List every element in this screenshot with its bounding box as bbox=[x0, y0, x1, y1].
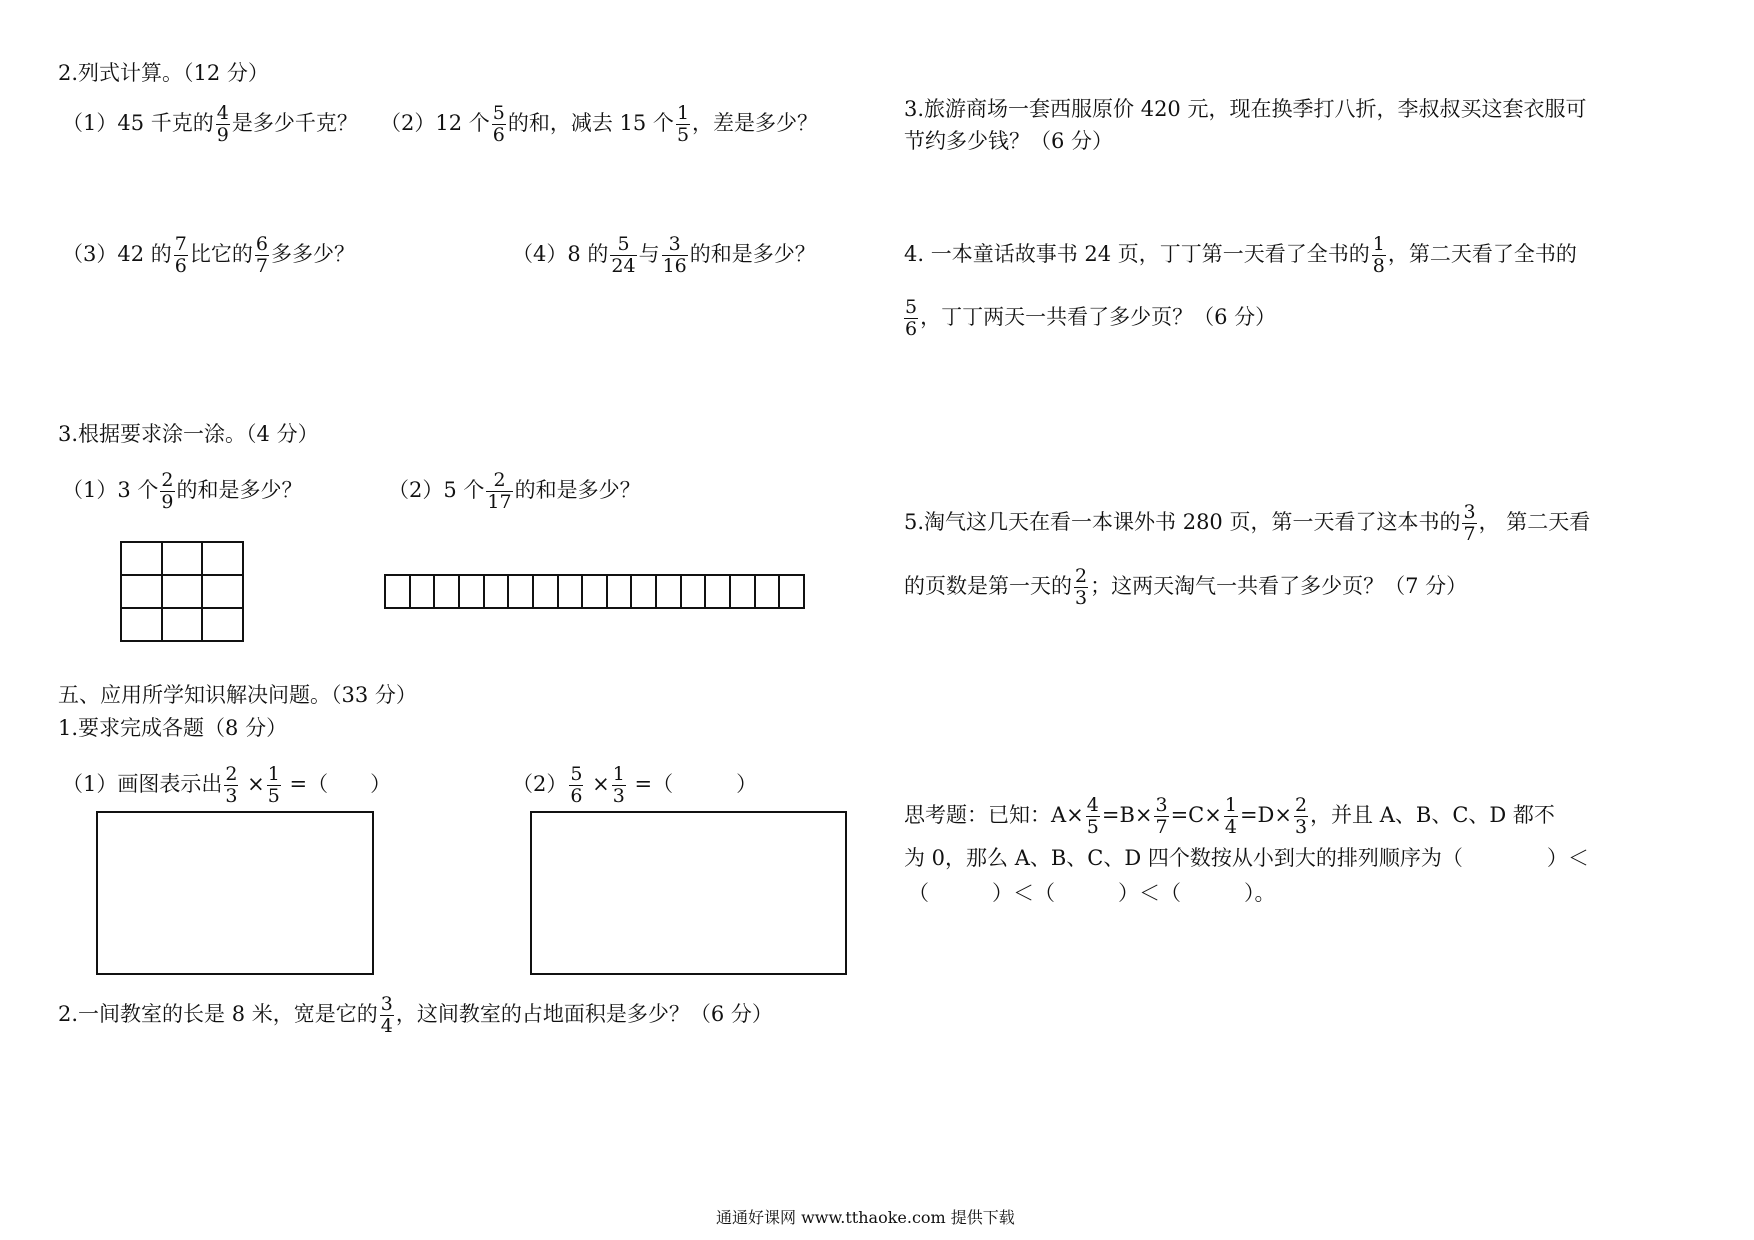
strip-cell[interactable] bbox=[460, 576, 485, 609]
q2-p2-text-c: ，差是多少？ bbox=[692, 111, 819, 135]
times-sign: × bbox=[592, 772, 610, 796]
drawing-box-1[interactable] bbox=[96, 811, 374, 975]
q2-part4 bbox=[512, 234, 816, 277]
fraction: $\frac{5}{6}$ bbox=[570, 763, 583, 807]
strip-cell[interactable] bbox=[657, 576, 682, 609]
strip-cell[interactable] bbox=[706, 576, 731, 609]
fraction: $\frac{2}{9}$ bbox=[161, 469, 174, 513]
q2-p4-text-c: 的和是多少？ bbox=[689, 242, 816, 266]
strip-cell[interactable] bbox=[608, 576, 633, 609]
strip-cell[interactable] bbox=[534, 576, 559, 609]
fraction: $\frac{2}{3}$ bbox=[225, 763, 238, 807]
grid-cell[interactable] bbox=[163, 609, 204, 642]
times-sign: × bbox=[247, 772, 265, 796]
grid-cell[interactable] bbox=[163, 543, 204, 576]
q2-p1-text-a: （1）45 千克的 bbox=[62, 111, 214, 135]
fraction: $\frac{3}{7}$ bbox=[1463, 501, 1476, 545]
fraction: $\frac{1}{5}$ bbox=[267, 763, 280, 807]
drawing-box-2[interactable] bbox=[530, 811, 847, 975]
q2-p3-text-b: 比它的 bbox=[189, 242, 253, 266]
r-q5-text-b: ， 第二天看 bbox=[1478, 510, 1591, 534]
think-text-a: 思考题：已知：A× bbox=[904, 803, 1084, 827]
q3-p2-text-a: （2）5 个 bbox=[388, 478, 485, 502]
q3-p2-text-b: 的和是多少？ bbox=[514, 478, 641, 502]
fraction: $\frac{1}{3}$ bbox=[612, 763, 625, 807]
q3-part2 bbox=[388, 470, 641, 513]
think-text-c: =C× bbox=[1170, 803, 1222, 827]
r-q5-line1 bbox=[904, 502, 1590, 545]
r-q5-text-a: 5.淘气这几天在看一本课外书 280 页，第一天看了这本书的 bbox=[904, 510, 1461, 534]
r-q3-line1: 3.旅游商场一套西服原价 420 元，现在换季打八折，李叔叔买这套衣服可 bbox=[904, 97, 1587, 121]
q2-p1-text-b: 是多少千克？ bbox=[231, 111, 358, 135]
q2-title: 2.列式计算。（12 分） bbox=[58, 61, 269, 85]
strip-cell[interactable] bbox=[559, 576, 584, 609]
strip-cell[interactable] bbox=[756, 576, 781, 609]
grid-cell[interactable] bbox=[122, 543, 163, 576]
grid-cell[interactable] bbox=[203, 576, 244, 609]
answer-blank: =（ ） bbox=[634, 772, 758, 796]
think-line2: 为 0，那么 A、B、C、D 四个数按从小到大的排列顺序为（ ）＜ bbox=[904, 846, 1589, 870]
grid-cell[interactable] bbox=[203, 609, 244, 642]
fraction: $\frac{6}{7}$ bbox=[255, 233, 268, 277]
section5-title: 五、应用所学知识解决问题。（33 分） bbox=[58, 683, 417, 707]
s5-q2 bbox=[58, 994, 773, 1037]
q3-p1-text-a: （1）3 个 bbox=[62, 478, 159, 502]
q3-title: 3.根据要求涂一涂。（4 分） bbox=[58, 422, 319, 446]
strip-17[interactable] bbox=[384, 574, 805, 609]
fraction: $\frac{3}{16}$ bbox=[662, 233, 687, 277]
strip-cell[interactable] bbox=[435, 576, 460, 609]
think-text-e: ，并且 A、B、C、D 都不 bbox=[1310, 803, 1555, 827]
strip-cell[interactable] bbox=[780, 576, 805, 609]
strip-cell[interactable] bbox=[583, 576, 608, 609]
r-q5-line2 bbox=[904, 566, 1467, 609]
s5-q1-part2 bbox=[512, 764, 757, 807]
think-text-d: =D× bbox=[1239, 803, 1292, 827]
grid-cell[interactable] bbox=[163, 576, 204, 609]
grid-cell[interactable] bbox=[122, 609, 163, 642]
q2-p3-text-c: 多多少？ bbox=[270, 242, 355, 266]
s5-q1-p2-text-a: （2） bbox=[512, 772, 568, 796]
strip-cell[interactable] bbox=[632, 576, 657, 609]
fraction: $\frac{4}{9}$ bbox=[216, 102, 229, 146]
s5-q1-p1-text-a: （1）画图表示出 bbox=[62, 772, 223, 796]
fraction: $\frac{3}{7}$ bbox=[1155, 794, 1168, 838]
s5-q2-text-b: ，这间教室的占地面积是多少？（6 分） bbox=[395, 1002, 773, 1026]
q2-p2-text-b: 的和，减去 15 个 bbox=[507, 111, 674, 135]
q3-part1 bbox=[62, 470, 303, 513]
fraction: $\frac{2}{17}$ bbox=[487, 469, 512, 513]
fraction: $\frac{5}{6}$ bbox=[905, 296, 918, 340]
q2-p2-text-a: （2）12 个 bbox=[380, 111, 490, 135]
fraction: $\frac{1}{8}$ bbox=[1372, 233, 1385, 277]
q2-p3-text-a: （3）42 的 bbox=[62, 242, 172, 266]
strip-cell[interactable] bbox=[731, 576, 756, 609]
r-q4-line1 bbox=[904, 234, 1577, 277]
think-text-b: =B× bbox=[1101, 803, 1153, 827]
r-q3-line2: 节约多少钱？（6 分） bbox=[904, 129, 1114, 153]
grid-3x3[interactable] bbox=[120, 541, 244, 642]
fraction: $\frac{5}{6}$ bbox=[492, 102, 505, 146]
q2-part2 bbox=[380, 103, 818, 146]
fraction: $\frac{3}{4}$ bbox=[380, 993, 393, 1037]
s5-q1-title: 1.要求完成各题（8 分） bbox=[58, 716, 288, 740]
s5-q1-part1 bbox=[62, 764, 391, 807]
fraction: $\frac{2}{3}$ bbox=[1294, 794, 1308, 838]
r-q5-text-c: 的页数是第一天的 bbox=[904, 574, 1072, 598]
think-line1 bbox=[904, 795, 1555, 838]
footer-credit: 通通好课网 www.tthaoke.com 提供下载 bbox=[716, 1208, 1015, 1227]
fraction: $\frac{7}{6}$ bbox=[174, 233, 187, 277]
answer-blank: =（ ） bbox=[289, 772, 392, 796]
fraction: $\frac{2}{3}$ bbox=[1075, 565, 1088, 609]
strip-cell[interactable] bbox=[411, 576, 436, 609]
fraction: $\frac{1}{4}$ bbox=[1224, 794, 1237, 838]
grid-cell[interactable] bbox=[203, 543, 244, 576]
strip-cell[interactable] bbox=[485, 576, 510, 609]
q2-p4-text-b: 与 bbox=[638, 242, 660, 266]
r-q4-line2 bbox=[902, 297, 1276, 340]
strip-cell[interactable] bbox=[386, 576, 411, 609]
r-q4-text-b: ，第二天看了全书的 bbox=[1387, 242, 1577, 266]
strip-cell[interactable] bbox=[682, 576, 707, 609]
s5-q2-text-a: 2.一间教室的长是 8 米，宽是它的 bbox=[58, 1002, 378, 1026]
r-q5-text-d: ；这两天淘气一共看了多少页？（7 分） bbox=[1090, 574, 1468, 598]
q2-part3 bbox=[62, 234, 355, 277]
r-q4-text-c: ，丁丁两天一共看了多少页？（6 分） bbox=[920, 305, 1277, 329]
think-line3: （ ）＜（ ）＜（ ）。 bbox=[908, 881, 1276, 905]
fraction: $\frac{1}{5}$ bbox=[676, 102, 690, 146]
grid-cell[interactable] bbox=[122, 576, 163, 609]
r-q4-text-a: 4. 一本童话故事书 24 页，丁丁第一天看了全书的 bbox=[904, 242, 1370, 266]
q3-p1-text-b: 的和是多少？ bbox=[176, 478, 303, 502]
q2-p4-text-a: （4）8 的 bbox=[512, 242, 609, 266]
fraction: $\frac{4}{5}$ bbox=[1086, 794, 1099, 838]
q2-part1 bbox=[62, 103, 358, 146]
strip-cell[interactable] bbox=[509, 576, 534, 609]
fraction: $\frac{5}{24}$ bbox=[611, 233, 636, 277]
